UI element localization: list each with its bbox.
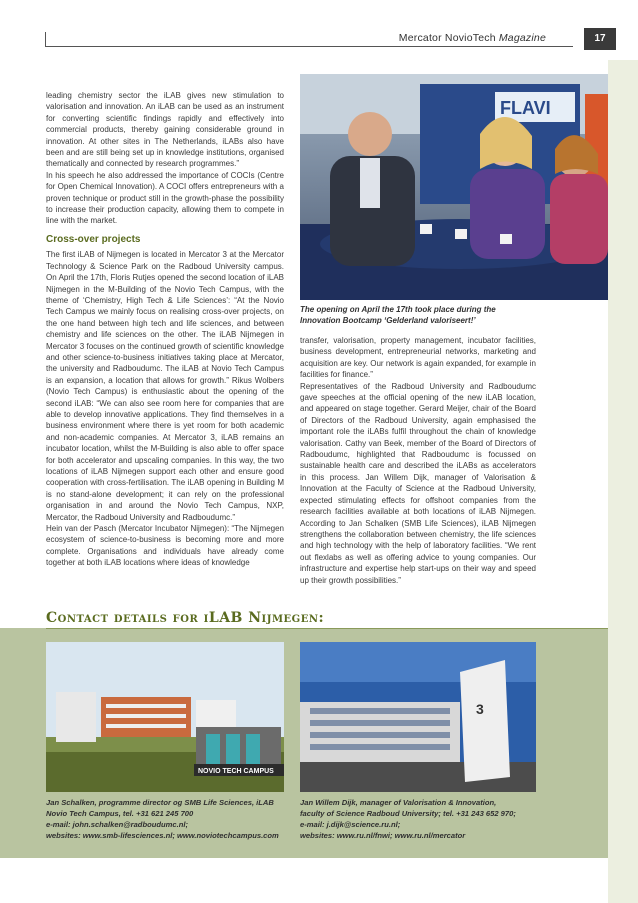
contact-websites[interactable]: websites: www.smb-lifesciences.nl; www.noviotechcampus.com (46, 831, 279, 840)
contact-person-1 (46, 797, 291, 841)
campus-sign-text: NOVIO TECH CAMPUS (198, 768, 274, 775)
page-header (0, 0, 638, 58)
contact-rule (46, 628, 608, 629)
side-band (608, 60, 638, 903)
photo-illustration (300, 74, 608, 300)
contact-line: faculty of Science Radboud University; tel. +31 243 652 970; (300, 809, 516, 818)
paragraph: In his speech he also addressed the importance of COCIs (Centre for Open Chemical Innovation). A COCI offers entrepreneurs with a proven technique or product still in the growth-phase the possibility to increase their production capacity, allowing them to compete in line with the market. (46, 170, 284, 226)
paragraph: transfer, valorisation, property management, incubator facilities, business development, entrepreneurial networks, marketing and acquisition are key. Our network is again expanded, for example in facilities for finance.” (300, 336, 536, 380)
subheading: Cross-over projects (46, 233, 141, 245)
banner-text: FLAVI (500, 98, 551, 118)
header-rule (45, 46, 573, 47)
contact-line: Jan Schalken, programme director og SMB Life Sciences, iLAB (46, 798, 274, 807)
publication-title (399, 32, 546, 44)
contact-line: Jan Willem Dijk, manager of Valorisation & Innovation, (300, 798, 497, 807)
publication-section: Magazine (498, 32, 546, 44)
paragraph: leading chemistry sector the iLAB gives new stimulation to valorisation and innovation. An iLAB can be used as an instrument for converting scientific findings rapidly and effectively into commercial products, thereby gaining considerable ground in innovation. At other sites in The Netherlands, iLABs also have been and are still being set up in knowledge institutions, organised thematically and connected by research programmes.” (46, 91, 284, 169)
contact-email[interactable]: e-mail: john.schalken@radboudumc.nl; (46, 820, 189, 829)
page-number: 17 (584, 28, 616, 50)
building-sign-text: 3 (476, 701, 484, 717)
paragraph: Representatives of the Radboud University and Radboudumc gave speeches at the official opening of the new iLAB location, and appeared on stage together. Gerard Meijer, chair of the Board of Directors of the Radboud University, again emphasised the important role the iLABs fulfil throughout the chain of knowledge valorisation. Cathy van Beek, member of the Board of Directors of Radboudumc, highlighted that Radboudumc is focussed on sustainable health care and described the iLABs as accelerators in this process. Jan Willem Dijk, manager of Valorisation & Innovation at the Faculty of Science at the Radboud University, expected stimulating effects for offshoot companies from the research facilities available at both locations of iLAB Nijmegen. According to Jan Schalken (SMB Life Sciences), iLAB Nijmegen strengthens the collaboration between chemistry, the life sciences and high technology with the help of laboratory facilities. “We rent out flexlabs as well as offering advice to young companies. Our infrastructure and expertise help start-ups on their way and speed up their growth possibilities.” (300, 381, 536, 585)
contact-line: Novio Tech Campus, tel. +31 621 245 700 (46, 809, 194, 818)
contact-email[interactable]: e-mail: j.dijk@science.ru.nl; (300, 820, 401, 829)
mercator-illustration (300, 642, 536, 792)
header-tick (45, 32, 46, 46)
publication-name: Mercator NovioTech (398, 32, 496, 44)
mercator-building-photo (300, 642, 536, 792)
contact-title: Contact details for iLAB Nijmegen: (46, 610, 325, 626)
right-column (300, 335, 536, 586)
paragraph: Hein van der Pasch (Mercator Incubator Nijmegen): “The Nijmegen ecosystem of science-to-business is becoming more and more complete. Organisations and individuals have already come together at both iLAB locations where ideas of knowledge (46, 524, 284, 568)
photo-caption: The opening on April the 17th took place during the Innovation Bootcamp ‘Gelderland valoriseert!’ (300, 305, 496, 325)
contact-person-2 (300, 797, 550, 841)
left-column (46, 90, 284, 569)
novio-tech-campus-photo (46, 642, 284, 792)
campus-illustration (46, 642, 284, 792)
opening-event-photo (300, 74, 608, 300)
contact-websites[interactable]: websites: www.ru.nl/fnwi; www.ru.nl/mercator (300, 831, 466, 840)
paragraph: The first iLAB of Nijmegen is located in Mercator 3 at the Mercator Technology & Science Park on the Radboud University campus. On April the 17th, Floris Rutjes opened the second location of iLAB Nijmegen in the M-Building of the Novio Tech Campus, with the theme of ‘Chemistry, High Tech & Life Sciences’: “At the Novio Tech Campus we mainly focus on realising cross-over projects, on the one hand between high tech and life sciences, and between chemistry and life sciences on the other. The iLAB Nijmegen in Mercator 3 focuses on the continued growth of scientific knowledge and other science-to-business initiatives taking place at Mercator, the university and Radboudumc. The iLAB at Novio Tech Campus is an expansion, a location that allows for growth.” Rikus Wolbers (Novio Tech Campus) is enthusiastic about the opening of the second iLAB: “We can also see room here for companies that are able to develop innovative applications. They find themselves in a business environment where there is yet room for both academic and non-academic companies. At Mercator 3, iLAB remains an incubator location, whilst the M-Building is also able to offer space for both accelerator and upscaling companies. In this way, the two locations of iLAB Nijmegen support each other and ensure good cooperation with cross-fertilisation. The iLAB opening in Building M is no stand-alone development; it can rely on the professional organisation in and around the Novio Tech Campus, NXP, Mercator, the Radboud University and Radboudumc.” (46, 250, 284, 522)
